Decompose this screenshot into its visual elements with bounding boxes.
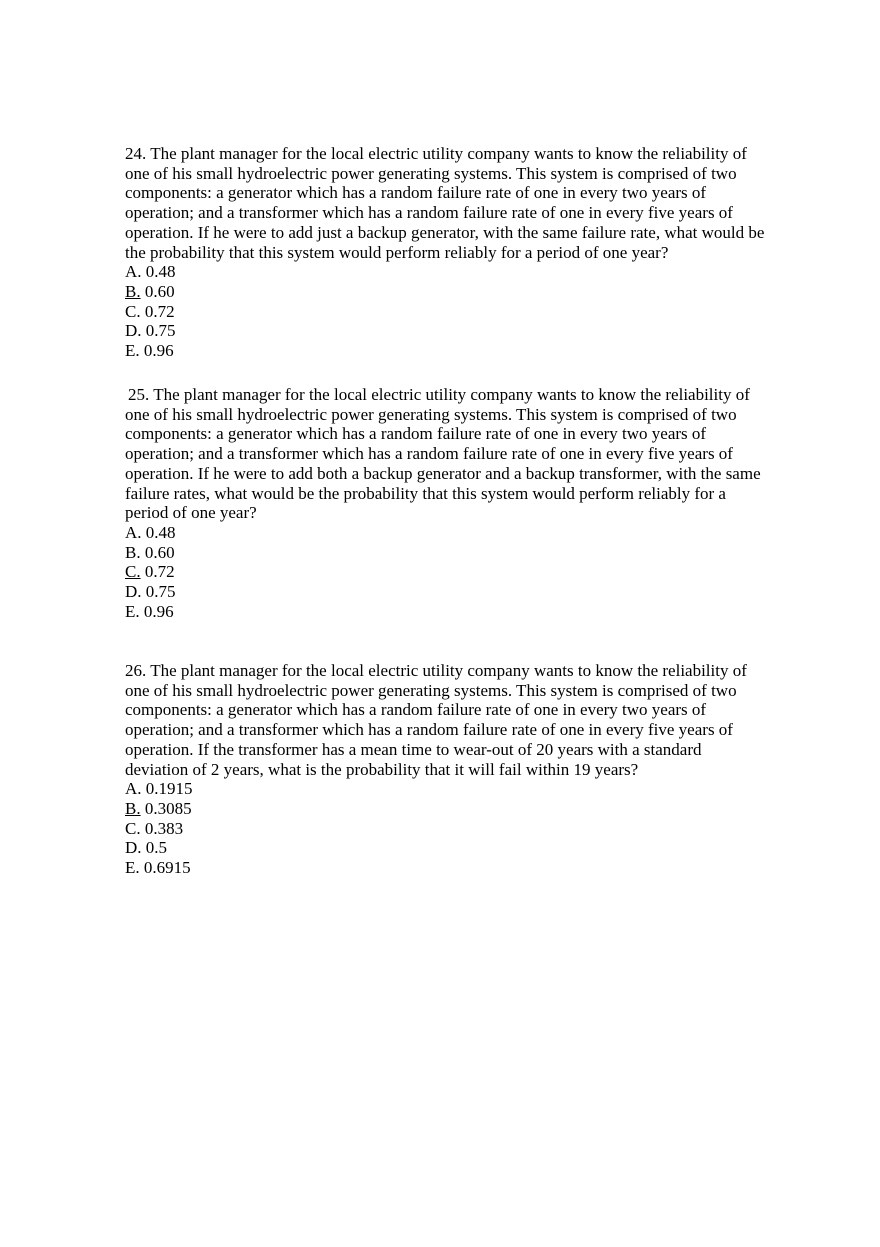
option-letter: D.	[125, 321, 142, 341]
option-letter: A.	[125, 779, 142, 799]
option-value: 0.72	[140, 301, 175, 321]
stem-line: 26. The plant manager for the local electric utility company wants to know the reliability of	[125, 661, 747, 680]
option-value: 0.96	[139, 601, 174, 621]
option-d	[125, 838, 785, 858]
option-b	[125, 799, 785, 819]
stem-line: 24. The plant manager for the local electric utility company wants to know the reliability of	[125, 144, 747, 163]
option-letter: E.	[125, 858, 140, 878]
option-d	[125, 582, 785, 602]
stem-line: one of his small hydroelectric power generating systems. This system is comprised of two	[125, 404, 737, 424]
option-value: 0.96	[139, 341, 174, 361]
stem-line: operation. If he were to add just a backup generator, with the same failure rate, what would be	[125, 222, 765, 242]
question-24	[125, 144, 785, 361]
option-b	[125, 543, 785, 563]
option-letter-correct: B.	[125, 281, 141, 301]
option-value: 0.3085	[140, 798, 192, 818]
option-value: 0.75	[141, 321, 176, 341]
option-value: 0.6915	[139, 858, 191, 878]
stem-line: operation. If he were to add both a backup generator and a backup transformer, with the same	[125, 463, 761, 483]
stem-line: failure rates, what would be the probability that this system would perform reliably for a	[125, 483, 726, 503]
stem-line: components: a generator which has a random failure rate of one in every two years of	[125, 424, 707, 444]
option-letter: D.	[125, 582, 142, 602]
stem-line: components: a generator which has a random failure rate of one in every two years of	[125, 183, 707, 203]
option-b	[125, 282, 785, 302]
option-letter-correct: C.	[125, 562, 141, 582]
option-letter: C.	[125, 301, 141, 321]
option-letter: E.	[125, 601, 140, 621]
stem-line: operation. If the transformer has a mean time to wear-out of 20 years with a standard	[125, 739, 702, 759]
option-value: 0.383	[140, 818, 184, 838]
option-value: 0.48	[141, 262, 176, 282]
option-c	[125, 302, 785, 322]
question-25	[125, 385, 785, 621]
stem-line: operation; and a transformer which has a random failure rate of one in every five years of	[125, 444, 733, 464]
option-value: 0.72	[140, 562, 175, 582]
option-value: 0.60	[140, 542, 175, 562]
option-d	[125, 321, 785, 341]
option-letter: E.	[125, 341, 140, 361]
stem-line: one of his small hydroelectric power generating systems. This system is comprised of two	[125, 680, 737, 700]
question-stem	[125, 385, 785, 523]
option-value: 0.60	[140, 281, 175, 301]
option-e	[125, 341, 785, 361]
option-e	[125, 858, 785, 878]
stem-line: operation; and a transformer which has a random failure rate of one in every five years of	[125, 720, 733, 740]
option-c	[125, 562, 785, 582]
stem-line: period of one year?	[125, 503, 257, 523]
option-e	[125, 602, 785, 622]
stem-line: deviation of 2 years, what is the probability that it will fail within 19 years?	[125, 759, 639, 779]
answer-options	[125, 779, 785, 878]
question-stem	[125, 661, 785, 779]
option-value: 0.1915	[141, 779, 193, 799]
option-a	[125, 779, 785, 799]
option-value: 0.75	[141, 582, 176, 602]
option-letter: D.	[125, 838, 142, 858]
answer-options	[125, 523, 785, 622]
stem-line: the probability that this system would perform reliably for a period of one year?	[125, 242, 669, 262]
stem-line: operation; and a transformer which has a random failure rate of one in every five years of	[125, 203, 733, 223]
question-stem	[125, 144, 785, 262]
option-letter: A.	[125, 522, 142, 542]
answer-options	[125, 262, 785, 361]
option-value: 0.5	[141, 838, 168, 858]
stem-line: one of his small hydroelectric power generating systems. This system is comprised of two	[125, 163, 737, 183]
option-letter: C.	[125, 818, 141, 838]
question-26	[125, 661, 785, 878]
stem-line: 25. The plant manager for the local electric utility company wants to know the reliability of	[128, 385, 750, 404]
option-a	[125, 523, 785, 543]
option-letter: B.	[125, 542, 141, 562]
option-a	[125, 262, 785, 282]
option-c	[125, 819, 785, 839]
option-letter-correct: B.	[125, 798, 141, 818]
option-value: 0.48	[141, 522, 176, 542]
option-letter: A.	[125, 262, 142, 282]
stem-line: components: a generator which has a random failure rate of one in every two years of	[125, 700, 707, 720]
